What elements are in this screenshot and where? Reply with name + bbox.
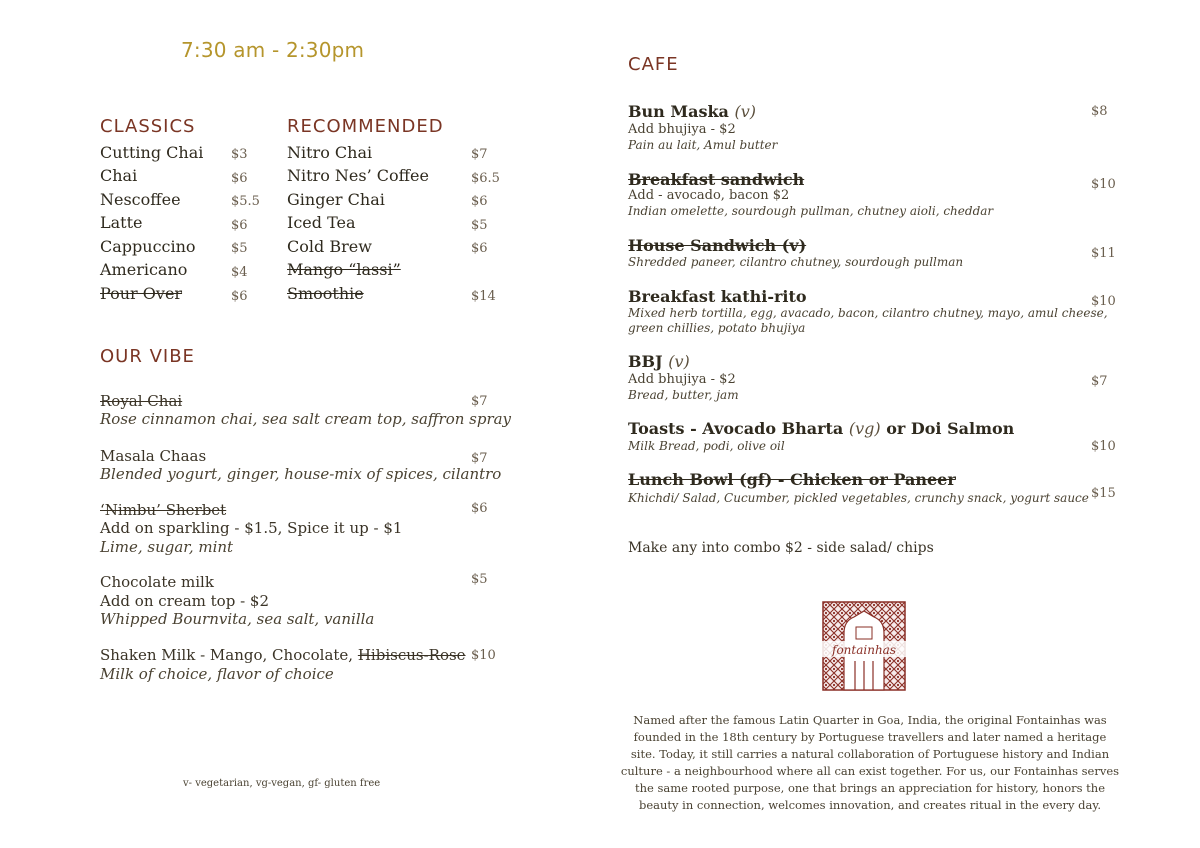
menu-item-name: Breakfast sandwich — [628, 170, 805, 189]
menu-item-price: $14 — [471, 289, 496, 304]
menu-item-name: Ginger Chai — [287, 190, 385, 209]
menu-item-name: Nitro Chai — [287, 143, 373, 162]
menu-item-description: Rose cinnamon chai, sea salt cream top, saffron spray — [100, 410, 512, 428]
menu-item-price: $7 — [471, 451, 488, 466]
menu-item-description: Milk Bread, podi, olive oil — [628, 439, 785, 453]
menu-item-price: $11 — [1091, 246, 1116, 261]
menu-item-price: $5 — [231, 241, 248, 256]
diet-tag: (vg) — [848, 419, 881, 438]
menu-item-name-part: or Doi Salmon — [880, 419, 1015, 438]
menu-item-name-part: Toasts - Avocado Bharta — [628, 419, 849, 438]
menu-item-price: $10 — [471, 648, 496, 663]
menu-item-name: Chai — [100, 166, 138, 185]
menu-item-price: $5 — [471, 218, 488, 233]
menu-item-price: $7 — [1091, 374, 1108, 389]
menu-item-name-part: Shaken Milk - Mango, Chocolate, — [100, 646, 358, 664]
menu-item-price: $7 — [471, 394, 488, 409]
fontainhas-logo — [822, 601, 906, 691]
menu-item-price: $10 — [1091, 177, 1116, 192]
menu-item-name: Nitro Nes’ Coffee — [287, 166, 429, 185]
menu-item-name — [628, 352, 690, 371]
menu-item-name-text: BBJ — [628, 352, 663, 371]
our-vibe-title: OUR VIBE — [100, 346, 195, 367]
combo-note: Make any into combo $2 - side salad/ chips — [628, 540, 934, 556]
menu-item-name: Iced Tea — [287, 213, 356, 232]
menu-item-addon: Add on cream top - $2 — [100, 592, 269, 610]
diet-legend: v- vegetarian, vg-vegan, gf- gluten free — [183, 778, 381, 789]
menu-item-description: Shredded paneer, cilantro chutney, sourdough pullman — [628, 255, 964, 269]
menu-item-price: $4 — [231, 265, 248, 280]
menu-item-name: Breakfast kathi-rito — [628, 287, 807, 306]
diet-tag: (v) — [734, 102, 757, 121]
about-paragraph: Named after the famous Latin Quarter in Goa, India, the original Fontainhas was founded in the 18th century by Portuguese travellers and later named a heritage site. Today, it still carries a natural collaboration of Portuguese history and Indian culture - a neighbourhood where all can exist together. For us, our Fontainhas serves the same rooted purpose, one that brings an appreciation for history, honors the beauty in connection, welcomes innovation, and creates ritual in the every day. — [620, 713, 1120, 812]
menu-item-name: Nescoffee — [100, 190, 181, 209]
menu-item-price: $6 — [231, 171, 248, 186]
menu-item-price: $8 — [1091, 104, 1108, 119]
recommended-title: RECOMMENDED — [287, 116, 444, 137]
menu-item-description: Bread, butter, jam — [628, 388, 739, 402]
menu-item-name — [628, 102, 756, 121]
menu-item-addon: Add - avocado, bacon $2 — [628, 188, 790, 203]
menu-item-name: Chocolate milk — [100, 573, 214, 591]
menu-item-price: $6 — [231, 289, 248, 304]
hours-label: 7:30 am - 2:30pm — [181, 38, 365, 62]
menu-item-name: Masala Chaas — [100, 447, 207, 465]
menu-item-name: Lunch Bowl (gf) - Chicken or Paneer — [628, 470, 956, 489]
menu-item-description: Whipped Bournvita, sea salt, vanilla — [100, 610, 375, 628]
menu-item-name: House Sandwich (v) — [628, 236, 807, 255]
menu-item-description: Blended yogurt, ginger, house-mix of spices, cilantro — [100, 465, 502, 483]
menu-item-price: $5.5 — [231, 194, 260, 209]
menu-item-price: $7 — [471, 147, 488, 162]
menu-item-description: Khichdi/ Salad, Cucumber, pickled vegetables, crunchy snack, yogurt sauce — [628, 491, 1089, 505]
menu-item-addon: Add on sparkling - $1.5, Spice it up - $1 — [100, 519, 403, 537]
diet-tag: (v) — [668, 352, 690, 371]
menu-item-name: Cold Brew — [287, 237, 372, 256]
menu-item-name: Royal Chai — [100, 392, 183, 410]
menu-item-name: Cutting Chai — [100, 143, 204, 162]
menu-item-name: Americano — [100, 260, 188, 279]
menu-item-name: Cappuccino — [100, 237, 196, 256]
menu-item-price: $6 — [231, 218, 248, 233]
menu-item-name: Latte — [100, 213, 143, 232]
menu-item-addon: Add bhujiya - $2 — [628, 372, 736, 387]
menu-item-name: Pour Over — [100, 284, 183, 303]
menu-item-description: Milk of choice, flavor of choice — [100, 665, 334, 683]
logo-wordmark: fontainhas — [832, 643, 896, 657]
menu-item-price: $3 — [231, 147, 248, 162]
cafe-title: CAFE — [628, 54, 679, 75]
menu-item-description: Pain au lait, Amul butter — [628, 138, 778, 152]
menu-item-price: $10 — [1091, 439, 1116, 454]
menu-item-description: Indian omelette, sourdough pullman, chutney aioli, cheddar — [628, 204, 994, 218]
menu-item-description: Lime, sugar, mint — [100, 538, 234, 556]
menu-item-price: $6 — [471, 501, 488, 516]
menu-item-name — [628, 419, 1014, 438]
menu-item-price: $6 — [471, 241, 488, 256]
menu-item-name-struck: Hibiscus-Rose — [357, 646, 466, 664]
menu-item-description-cont: green chillies, potato bhujiya — [628, 321, 806, 335]
menu-item-name: Smoothie — [287, 284, 364, 303]
menu-item-name: ‘Nimbu’ Sherbet — [100, 501, 227, 519]
menu-item-price: $15 — [1091, 486, 1116, 501]
menu-item-price: $6 — [471, 194, 488, 209]
classics-title: CLASSICS — [100, 116, 196, 137]
menu-item-description: Mixed herb tortilla, egg, avacado, bacon, cilantro chutney, mayo, amul cheese, — [628, 306, 1108, 320]
menu-item-price: $5 — [471, 572, 488, 587]
menu-item-name — [100, 646, 466, 664]
menu-item-price: $6.5 — [471, 171, 500, 186]
menu-item-name: Mango “lassi” — [287, 260, 401, 279]
menu-item-price: $10 — [1091, 294, 1116, 309]
menu-item-name-text: Bun Maska — [628, 102, 729, 121]
menu-item-addon: Add bhujiya - $2 — [628, 122, 736, 137]
